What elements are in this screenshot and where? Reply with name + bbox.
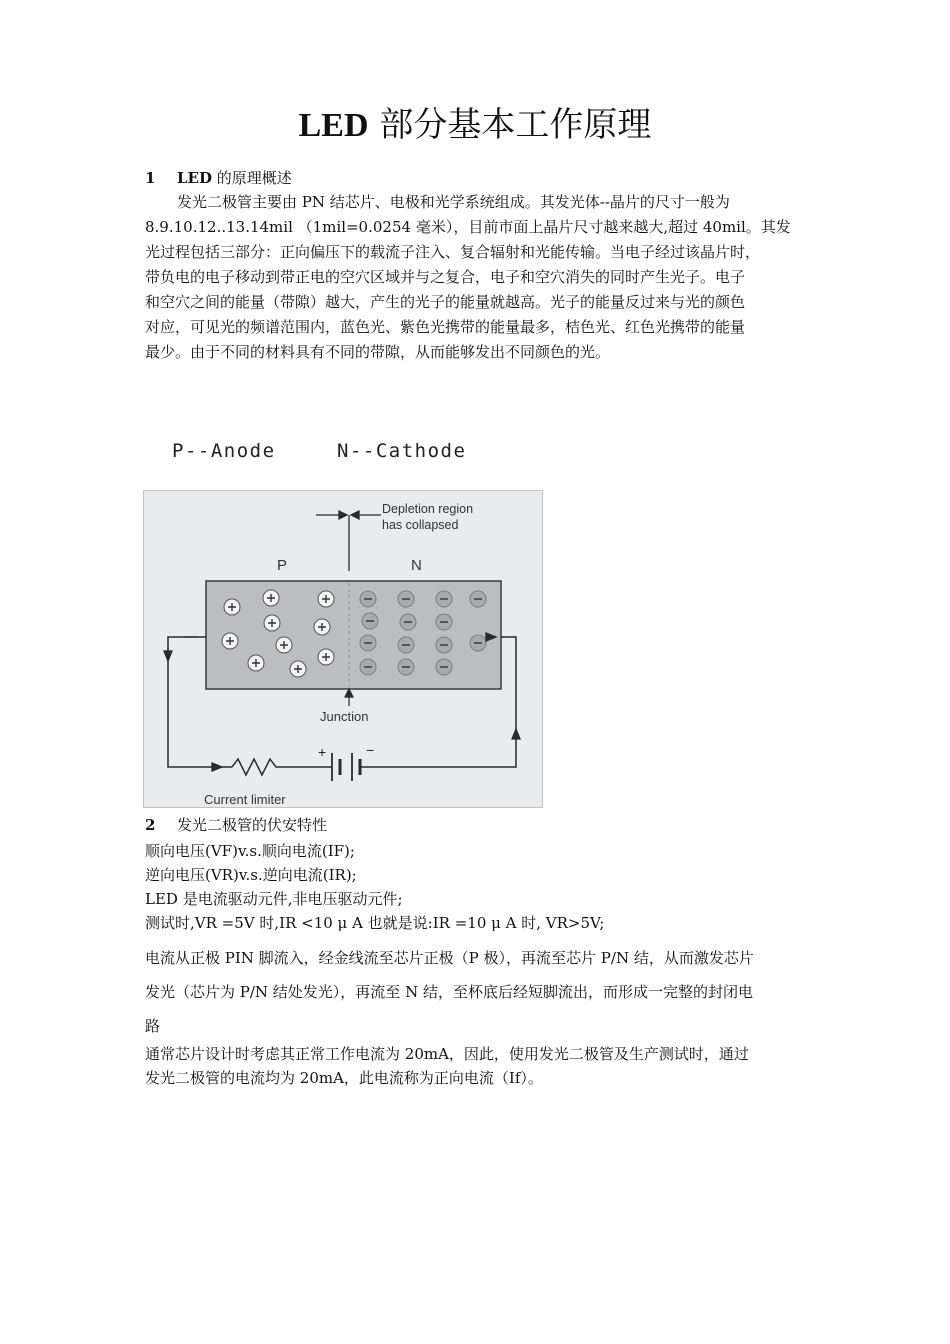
cathode-label: N--Cathode — [337, 440, 467, 462]
p-region-label: P — [277, 557, 288, 574]
paragraph-line: 8.9.10.12..13.14mil （1mil=0.0254 毫米），目前市面上晶片尺寸越来越大,超过 40mil。其发 — [145, 218, 791, 236]
current-limiter-label: Current limiter — [204, 792, 286, 807]
pn-junction-figure — [143, 490, 543, 808]
list-item: 顺向电压(VF)v.s.顺向电流(IF); — [145, 842, 355, 860]
junction-label: Junction — [320, 709, 369, 724]
depletion-arrows — [316, 511, 381, 571]
junction-pointer — [345, 689, 353, 706]
depletion-label-1: Depletion region — [382, 502, 474, 516]
section-1-heading: 1 LED 的原理概述 — [145, 169, 292, 187]
section-number: 1 — [145, 169, 156, 187]
battery-minus-sign: − — [366, 742, 375, 758]
paragraph-line: 通常芯片设计时考虑其正常工作电流为 20mA，因此，使用发光二极管及生产测试时，通过 — [145, 1045, 749, 1063]
paragraph-line: 发光二极管的电流均为 20mA，此电流称为正向电流（If）。 — [145, 1069, 543, 1087]
list-item: 逆向电压(VR)v.s.逆向电流(IR); — [145, 866, 357, 884]
forward-current-paragraph — [145, 1042, 807, 1090]
current-flow-paragraph — [145, 941, 807, 1043]
paragraph-line: 发光（芯片为 P/N 结处发光），再流至 N 结，至杯底后经短脚流出，而形成一完整的封闭电 — [145, 983, 753, 1001]
section-2-heading: 2 发光二极管的伏安特性 — [145, 816, 328, 834]
led-principle-paragraph — [145, 190, 807, 365]
n-region-label: N — [411, 557, 422, 574]
anode-label: P--Anode — [172, 440, 276, 462]
depletion-label-2: has collapsed — [382, 518, 459, 532]
section-number: 2 — [145, 816, 156, 834]
paragraph-line: 发光二极管主要由 PN 结芯片、电极和光学系统组成。其发光体--晶片的尺寸一般为 — [177, 193, 730, 211]
paragraph-line: 和空穴之间的能量（带隙）越大，产生的光子的能量就越高。光子的能量反过来与光的颜色 — [145, 293, 746, 311]
semiconductor-crystal — [206, 581, 501, 689]
list-item: LED 是电流驱动元件,非电压驱动元件; — [145, 890, 403, 908]
paragraph-line: 最少。由于不同的材料具有不同的带隙，从而能够发出不同颜色的光。 — [145, 343, 611, 361]
page-title: LED 部分基本工作原理 — [298, 105, 652, 145]
vi-characteristics-list — [145, 839, 604, 935]
paragraph-line: 对应，可见光的频谱范围内，蓝色光、紫色光携带的能量最多，桔色光、红色光携带的能量 — [145, 318, 746, 336]
battery-plus-sign: + — [318, 744, 327, 760]
paragraph-line: 路 — [145, 1017, 161, 1035]
paragraph-line: 带负电的电子移动到带正电的空穴区域并与之复合，电子和空穴消失的同时产生光子。电子 — [145, 268, 746, 286]
paragraph-line: 电流从正极 PIN 脚流入，经金线流至芯片正极（P 极），再流至芯片 P/N 结，从而激发芯片 — [145, 949, 754, 967]
paragraph-line: 光过程包括三部分：正向偏压下的载流子注入、复合辐射和光能传输。当电子经过该晶片时， — [145, 243, 761, 261]
list-item: 测试时,VR =5V 时,IR <10 μ A 也就是说:IR =10 μ A 时, VR>5V; — [145, 914, 605, 932]
